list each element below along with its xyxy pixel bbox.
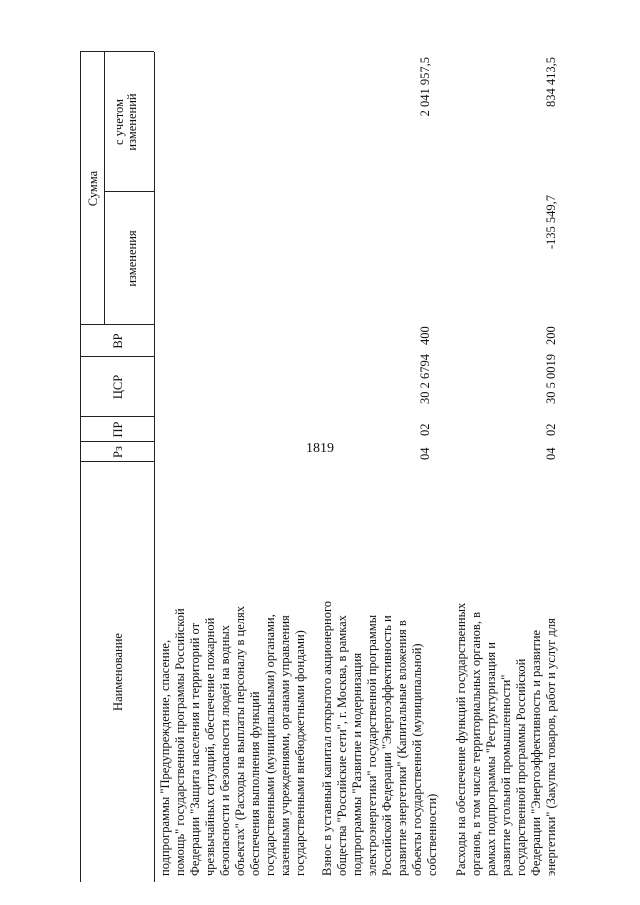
description-line: объекты государственной (муниципальной): [410, 643, 424, 876]
description-line: обеспечения выполнения функций: [248, 691, 262, 876]
pr-code: 02: [418, 423, 432, 436]
page-number: 1819: [306, 441, 334, 456]
description-line: объектах" (Расходы на выплаты персоналу в целях: [233, 605, 247, 876]
col-divider-name: [80, 461, 154, 462]
row-description: [320, 468, 440, 876]
description-line: государственной программы Российской: [514, 658, 528, 876]
row-description: [454, 468, 559, 876]
description-line: развитие угольной промышленности": [499, 674, 513, 876]
col-divider-vr: [80, 324, 154, 325]
description-line: государственными (муниципальными) органами,: [263, 614, 277, 876]
vr-code: 400: [418, 326, 432, 345]
description-line: Федерации "Защита населения и территорий от: [188, 622, 202, 876]
row-description: [158, 468, 308, 876]
description-line: казенными учреждениями, органами управления: [278, 615, 292, 876]
table-right-border: [80, 51, 154, 52]
description-line: помощь" государственной программы Российской: [173, 608, 187, 876]
vr-code: 200: [544, 326, 558, 345]
header-bottom-border: [154, 52, 155, 882]
table-row: [320, 52, 442, 882]
description-line: Российской Федерации "Энергоэффективность и: [380, 615, 394, 876]
description-line: Расходы на обеспечение функций государственных: [454, 602, 468, 876]
header-pr: ПР: [111, 421, 125, 438]
header-name: Наименование: [111, 633, 125, 711]
header-with-change-line2: изменений: [125, 93, 139, 151]
description-line: Федерации "Энергоэффективность и развитие: [529, 629, 543, 876]
header-rz: Рз: [111, 446, 125, 458]
budget-table: [80, 52, 572, 882]
col-divider-csr: [80, 356, 154, 357]
description-line: общества "Российские сети", г. Москва, в рамках: [335, 615, 349, 876]
description-line: государственными внебюджетными фондами): [293, 630, 307, 876]
header-csr: ЦСР: [111, 374, 125, 400]
header-vr: ВР: [111, 333, 125, 349]
header-sum: Сумма: [86, 170, 100, 207]
description-line: органов, в том числе территориальных органов, в: [469, 612, 483, 876]
pr-code: 02: [544, 423, 558, 436]
description-line: подпрограммы "Предупреждение, спасение,: [158, 639, 172, 876]
col-divider-change: [104, 191, 154, 192]
description-line: развитие энергетики" (Капитальные вложения в: [395, 620, 409, 876]
description-line: безопасности и безопасности людей на водных: [218, 625, 232, 876]
with-change-amount: 834 413,5: [544, 57, 558, 107]
rz-code: 04: [418, 447, 432, 460]
sum-subheader-divider: [104, 52, 105, 325]
description-line: чрезвычайных ситуаций, обеспечение пожарной: [203, 617, 217, 876]
budget-table-wrapper: [80, 52, 572, 882]
with-change-amount: 2 041 957,5: [418, 57, 432, 117]
table-row: [454, 52, 564, 882]
description-line: электроэнергетики" государственной программы: [365, 614, 379, 876]
header-with-change: [113, 52, 139, 192]
table-top-border: [80, 52, 81, 882]
description-line: собственности): [425, 793, 439, 876]
col-divider-rz: [80, 441, 154, 442]
description-line: энергетики" (Закупка товаров, работ и услуг для: [544, 618, 558, 876]
rz-code: 04: [544, 447, 558, 460]
change-amount: -135 549,7: [544, 195, 558, 250]
csr-code: 30 2 6794: [418, 354, 432, 404]
csr-code: 30 5 0019: [544, 354, 558, 404]
description-line: рамках подпрограммы "Реструктуризация и: [484, 642, 498, 876]
header-with-change-line1: с учетом: [112, 99, 126, 145]
col-divider-pr: [80, 416, 154, 417]
description-line: подпрограммы "Развитие и модернизация: [350, 652, 364, 876]
table-row: [158, 52, 308, 882]
header-change: изменения: [125, 230, 139, 287]
description-line: Взнос в уставный капитал открытого акционерного: [320, 600, 334, 876]
